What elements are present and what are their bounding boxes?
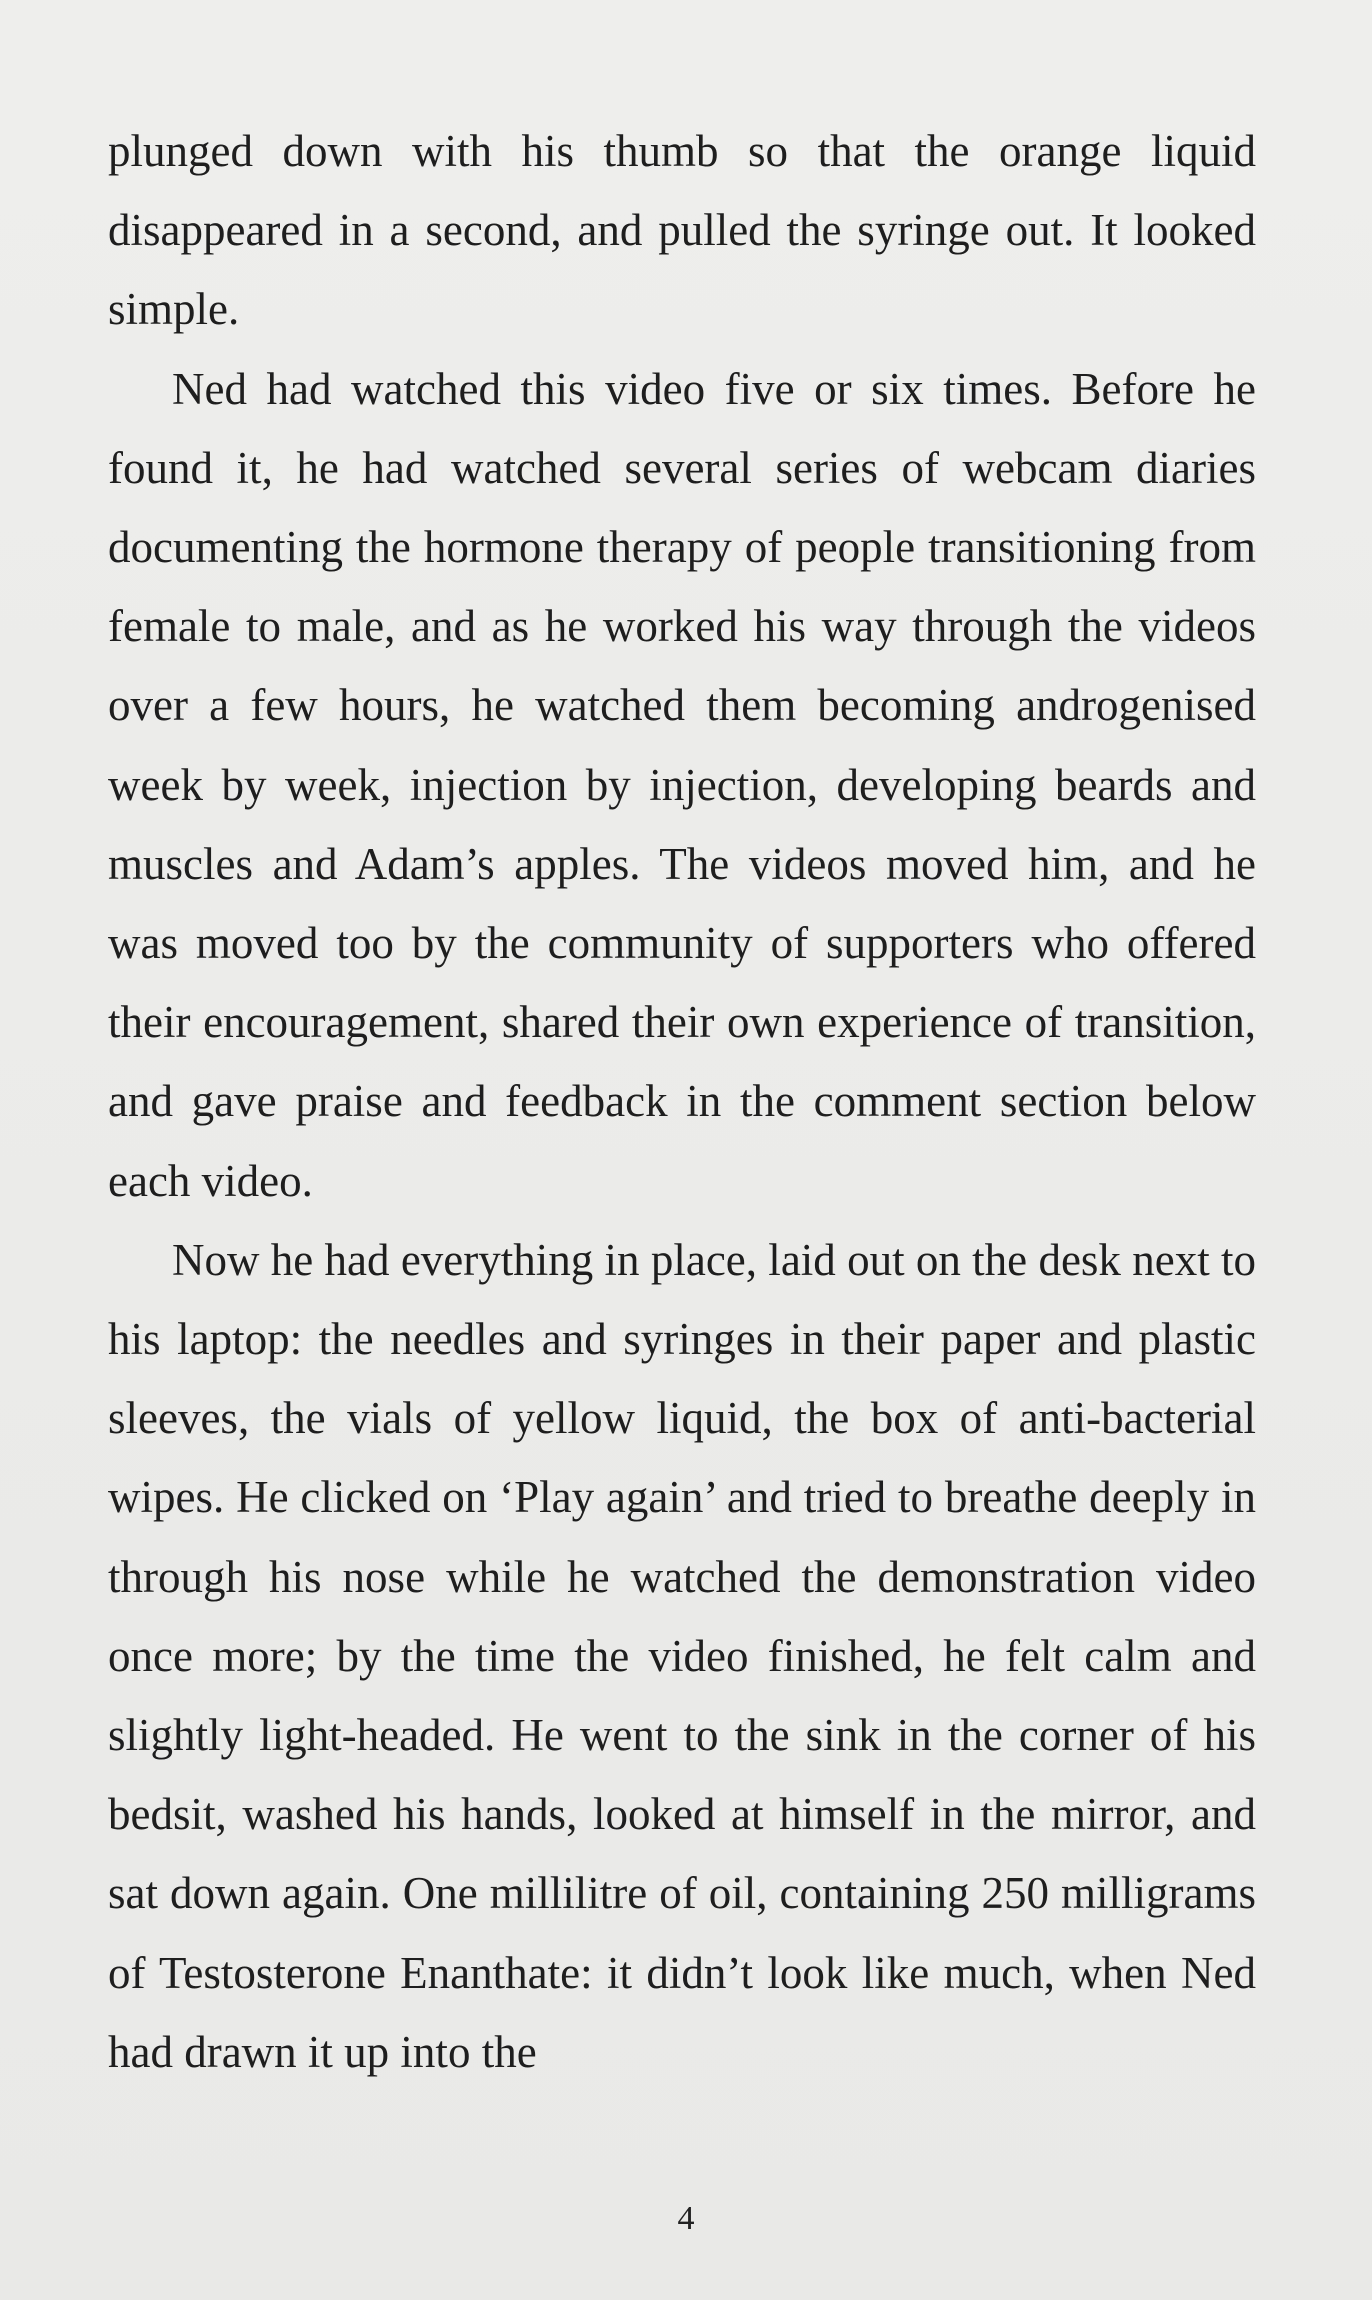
paragraph-3: Now he had everything in place, laid out on the desk next to his laptop: the needles and syringes in their paper and plastic sleeves, the vials of yellow liquid, the box of anti-bacterial wipes. He clicked on ‘Play again’ and tried to breathe deeply in through his nose while he watched the demonstration video once more; by the time the video finished, he felt calm and slightly light-headed. He went to the sink in the corner of his bedsit, washed his hands, looked at himself in the mirror, and sat down again. One millilitre of oil, containing 250 milligrams of Testosterone Enanthate: it didn’t look like much, when Ned had drawn it up into the [108, 1234, 1256, 2077]
page-number: 4 [677, 2200, 695, 2237]
paragraph-1: plunged down with his thumb so that the orange liquid disappeared in a second, and pulled the syringe out. It looked simple. [108, 126, 1256, 335]
paragraph-2: Ned had watched this video five or six times. Before he found it, he had watched several series of webcam diaries documenting the hormone therapy of people transitioning from female to male, and as he worked his way through the videos over a few hours, he watched them becoming androgenised week by week, injection by injection, developing beards and muscles and Adam’s apples. The videos moved him, and he was moved too by the community of supporters who offered their encouragement, shared their own experience of transition, and gave praise and feedback in the comment section below each video. [108, 363, 1256, 1206]
body-text [108, 112, 1256, 2092]
